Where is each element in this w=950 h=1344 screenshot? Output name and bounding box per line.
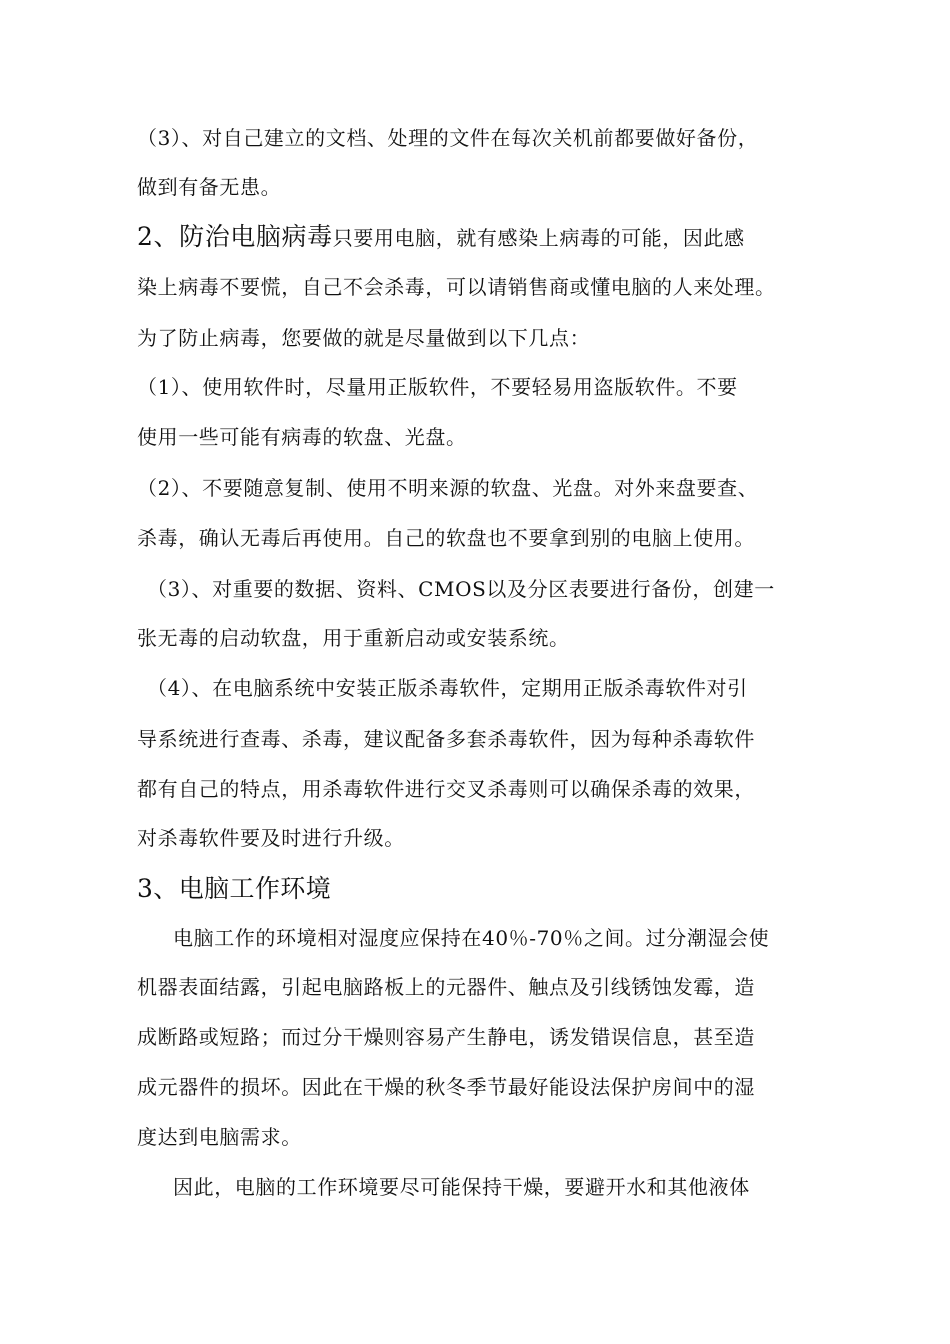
virus-item-4-line-3: 都有自己的特点，用杀毒软件进行交叉杀毒则可以确保杀毒的效果， [137,777,755,801]
environment-para-1-line-1: 电脑工作的环境相对湿度应保持在40％-70％之间。过分潮湿会使 [173,926,770,950]
environment-para-1-line-2: 机器表面结露，引起电脑路板上的元器件、触点及引线锈蚀发霉，造 [137,975,755,999]
environment-para-1-line-4: 成元器件的损坏。因此在干燥的秋冬季节最好能设法保护房间中的湿 [137,1075,755,1099]
virus-item-4-line-4: 对杀毒软件要及时进行升级。 [137,826,405,850]
section-2-intro-line-2: 染上病毒不要慌，自己不会杀毒，可以请销售商或懂电脑的人来处理。 [137,275,776,299]
virus-item-4-line-2: 导系统进行查毒、杀毒，建议配备多套杀毒软件，因为每种杀毒软件 [137,727,755,751]
environment-para-2-line-1: 因此，电脑的工作环境要尽可能保持干燥，要避开水和其他液体 [173,1175,750,1199]
section-2-heading: 2、防治电脑病毒 [137,222,333,251]
backup-item-line-1: （3）、对自己建立的文档、处理的文件在每次关机前都要做好备份， [137,126,759,150]
virus-item-2-line-2: 杀毒，确认无毒后再使用。自己的软盘也不要拿到别的电脑上使用。 [137,526,755,550]
environment-para-1-line-5: 度达到电脑需求。 [137,1125,302,1149]
virus-item-2-line-1: （2）、不要随意复制、使用不明来源的软盘、光盘。对外来盘要查、 [137,476,759,500]
section-2-intro-line-3: 为了防止病毒，您要做的就是尽量做到以下几点： [137,326,591,350]
virus-item-4-line-1: （4）、在电脑系统中安装正版杀毒软件，定期用正版杀毒软件对引 [147,676,748,700]
virus-item-1-line-1: （1）、使用软件时，尽量用正版软件，不要轻易用盗版软件。不要 [137,375,738,399]
section-2-heading-line [137,224,745,249]
virus-item-3-line-1: （3）、对重要的数据、资料、CMOS以及分区表要进行备份，创建一 [147,577,775,601]
environment-para-1-line-3: 成断路或短路；而过分干燥则容易产生静电，诱发错误信息，甚至造 [137,1025,755,1049]
section-3-heading: 3、电脑工作环境 [137,874,332,903]
virus-item-1-line-2: 使用一些可能有病毒的软盘、光盘。 [137,425,467,449]
virus-item-3-line-2: 张无毒的启动软盘，用于重新启动或安装系统。 [137,626,570,650]
section-2-intro-line-1: 只要用电脑，就有感染上病毒的可能，因此感 [332,226,745,250]
backup-item-line-2: 做到有备无患。 [137,175,282,199]
